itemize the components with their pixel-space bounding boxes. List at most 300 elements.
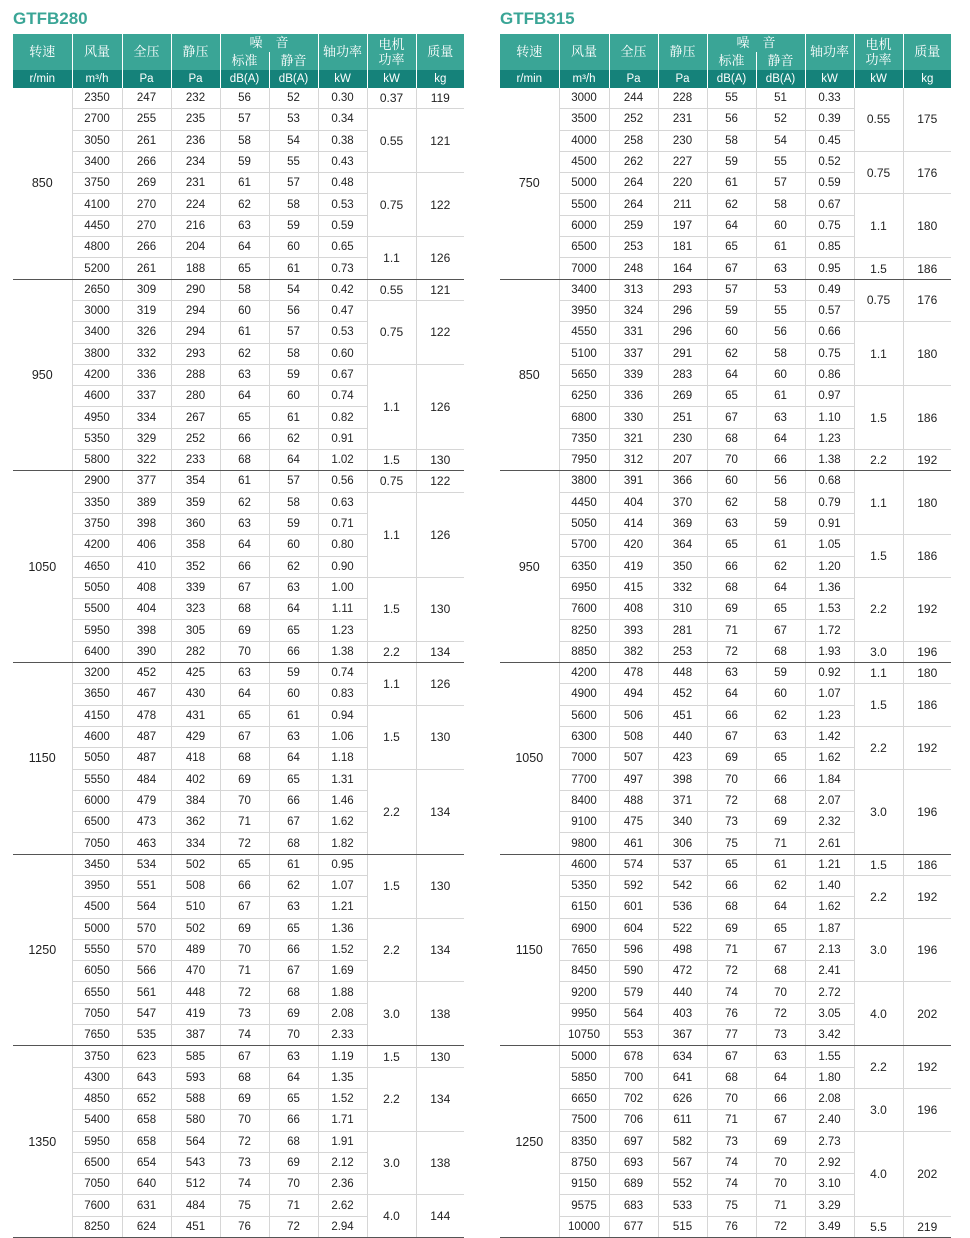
total-pressure-cell: 406 [122, 535, 171, 556]
weight-cell: 176 [903, 279, 951, 322]
shaft-power-cell: 1.42 [805, 726, 854, 747]
flow-cell: 3950 [72, 875, 122, 896]
noise-standard-cell: 68 [220, 450, 269, 471]
flow-cell: 6800 [559, 407, 609, 428]
shaft-power-cell: 2.33 [318, 1025, 367, 1046]
static-pressure-cell: 542 [658, 875, 707, 896]
flow-cell: 3400 [72, 151, 122, 172]
noise-silent-cell: 65 [269, 918, 318, 939]
noise-silent-cell: 66 [269, 790, 318, 811]
flow-cell: 9150 [559, 1174, 609, 1195]
weight-cell: 134 [416, 641, 464, 662]
total-pressure-cell: 261 [122, 130, 171, 151]
shaft-power-cell: 0.80 [318, 535, 367, 556]
shaft-power-cell: 0.95 [805, 258, 854, 279]
static-pressure-cell: 283 [658, 364, 707, 385]
static-pressure-cell: 296 [658, 300, 707, 321]
static-pressure-cell: 359 [171, 492, 220, 513]
shaft-power-cell: 1.40 [805, 875, 854, 896]
static-pressure-cell: 451 [171, 1216, 220, 1237]
total-pressure-cell: 266 [122, 151, 171, 172]
total-pressure-cell: 270 [122, 215, 171, 236]
table-row [500, 471, 951, 492]
total-pressure-cell: 706 [609, 1110, 658, 1131]
total-pressure-cell: 404 [609, 492, 658, 513]
flow-cell: 3400 [72, 322, 122, 343]
static-pressure-cell: 537 [658, 854, 707, 875]
flow-cell: 8450 [559, 961, 609, 982]
motor-power-cell: 1.5 [367, 705, 416, 769]
speed-cell: 850 [500, 279, 559, 471]
noise-standard-cell: 65 [220, 407, 269, 428]
noise-silent-cell: 64 [269, 748, 318, 769]
static-pressure-cell: 370 [658, 492, 707, 513]
static-pressure-cell: 440 [658, 726, 707, 747]
flow-cell: 5200 [72, 258, 122, 279]
total-pressure-cell: 248 [609, 258, 658, 279]
flow-cell: 9200 [559, 982, 609, 1003]
speed-cell: 1050 [500, 663, 559, 855]
shaft-power-cell: 2.94 [318, 1216, 367, 1237]
flow-cell: 5850 [559, 1067, 609, 1088]
table-row [13, 492, 464, 513]
noise-silent-cell: 66 [269, 939, 318, 960]
total-pressure-cell: 702 [609, 1088, 658, 1109]
noise-standard-cell: 67 [220, 577, 269, 598]
total-pressure-cell: 534 [122, 854, 171, 875]
flow-cell: 7000 [559, 258, 609, 279]
noise-standard-cell: 64 [220, 684, 269, 705]
unit-noise-standard: dB(A) [707, 70, 756, 88]
weight-cell: 175 [903, 88, 951, 151]
table-body [500, 88, 951, 1238]
static-pressure-cell: 352 [171, 556, 220, 577]
static-pressure-cell: 440 [658, 982, 707, 1003]
total-pressure-cell: 266 [122, 237, 171, 258]
noise-silent-cell: 69 [756, 1131, 805, 1152]
total-pressure-cell: 252 [609, 109, 658, 130]
header-motor-power-line: 功率 [865, 52, 892, 67]
weight-cell: 202 [903, 982, 951, 1046]
shaft-power-cell: 0.34 [318, 109, 367, 130]
noise-silent-cell: 60 [269, 684, 318, 705]
noise-silent-cell: 65 [756, 748, 805, 769]
total-pressure-cell: 631 [122, 1195, 171, 1216]
noise-standard-cell: 66 [707, 875, 756, 896]
static-pressure-cell: 502 [171, 854, 220, 875]
shaft-power-cell: 0.45 [805, 130, 854, 151]
total-pressure-cell: 643 [122, 1067, 171, 1088]
table-row [13, 279, 464, 300]
flow-cell: 5600 [559, 705, 609, 726]
weight-cell: 219 [903, 1216, 951, 1237]
total-pressure-cell: 566 [122, 961, 171, 982]
shaft-power-cell: 1.69 [318, 961, 367, 982]
shaft-power-cell: 1.88 [318, 982, 367, 1003]
shaft-power-cell: 0.47 [318, 300, 367, 321]
total-pressure-cell: 601 [609, 897, 658, 918]
table-row [500, 577, 951, 598]
total-pressure-cell: 535 [122, 1025, 171, 1046]
unit-static: Pa [171, 70, 220, 88]
total-pressure-cell: 590 [609, 961, 658, 982]
static-pressure-cell: 522 [658, 918, 707, 939]
speed-cell: 1350 [13, 1046, 72, 1238]
flow-cell: 6250 [559, 386, 609, 407]
noise-standard-cell: 70 [220, 641, 269, 662]
table-row [500, 918, 951, 939]
table-row [500, 450, 951, 471]
flow-cell: 5500 [559, 194, 609, 215]
motor-power-cell: 0.37 [367, 88, 416, 109]
noise-standard-cell: 75 [220, 1195, 269, 1216]
shaft-power-cell: 2.08 [318, 1003, 367, 1024]
noise-silent-cell: 63 [269, 726, 318, 747]
static-pressure-cell: 567 [658, 1152, 707, 1173]
weight-cell: 176 [903, 151, 951, 194]
static-pressure-cell: 323 [171, 599, 220, 620]
table-row [500, 194, 951, 215]
noise-silent-cell: 58 [269, 343, 318, 364]
flow-cell: 7650 [559, 939, 609, 960]
panel-title: GTFB280 [13, 9, 88, 28]
noise-silent-cell: 55 [756, 151, 805, 172]
noise-standard-cell: 68 [707, 428, 756, 449]
noise-silent-cell: 68 [269, 833, 318, 854]
unit-speed: r/min [13, 70, 72, 88]
speed-cell: 950 [500, 471, 559, 663]
shaft-power-cell: 1.05 [805, 535, 854, 556]
total-pressure-cell: 419 [609, 556, 658, 577]
table-row [13, 237, 464, 258]
shaft-power-cell: 0.30 [318, 88, 367, 109]
noise-standard-cell: 59 [707, 300, 756, 321]
total-pressure-cell: 487 [122, 748, 171, 769]
total-pressure-cell: 258 [609, 130, 658, 151]
noise-silent-cell: 70 [269, 1174, 318, 1195]
total-pressure-cell: 262 [609, 151, 658, 172]
noise-silent-cell: 70 [756, 982, 805, 1003]
table-row [500, 386, 951, 407]
shaft-power-cell: 1.87 [805, 918, 854, 939]
noise-standard-cell: 69 [707, 599, 756, 620]
noise-silent-cell: 63 [756, 726, 805, 747]
table-row [13, 577, 464, 598]
noise-standard-cell: 76 [707, 1003, 756, 1024]
noise-standard-cell: 65 [220, 705, 269, 726]
total-pressure-cell: 255 [122, 109, 171, 130]
noise-standard-cell: 74 [220, 1174, 269, 1195]
shaft-power-cell: 0.43 [318, 151, 367, 172]
noise-silent-cell: 65 [756, 918, 805, 939]
motor-power-cell: 2.2 [367, 769, 416, 854]
header-noise-standard: 标准 [220, 52, 269, 70]
shaft-power-cell: 0.68 [805, 471, 854, 492]
noise-standard-cell: 61 [220, 322, 269, 343]
flow-cell: 6150 [559, 897, 609, 918]
unit-noise-silent: dB(A) [269, 70, 318, 88]
noise-standard-cell: 68 [220, 748, 269, 769]
noise-silent-cell: 55 [269, 151, 318, 172]
noise-standard-cell: 69 [220, 918, 269, 939]
noise-standard-cell: 69 [707, 918, 756, 939]
shaft-power-cell: 0.79 [805, 492, 854, 513]
static-pressure-cell: 269 [658, 386, 707, 407]
noise-standard-cell: 61 [220, 471, 269, 492]
table-row [13, 364, 464, 385]
noise-silent-cell: 60 [756, 215, 805, 236]
noise-silent-cell: 71 [269, 1195, 318, 1216]
noise-silent-cell: 72 [269, 1216, 318, 1237]
shaft-power-cell: 3.49 [805, 1216, 854, 1237]
shaft-power-cell: 2.41 [805, 961, 854, 982]
shaft-power-cell: 0.94 [318, 705, 367, 726]
table-row [500, 641, 951, 662]
static-pressure-cell: 227 [658, 151, 707, 172]
total-pressure-cell: 324 [609, 300, 658, 321]
shaft-power-cell: 1.19 [318, 1046, 367, 1067]
table-row [13, 982, 464, 1003]
table-row [500, 88, 951, 109]
total-pressure-cell: 398 [122, 620, 171, 641]
total-pressure-cell: 391 [609, 471, 658, 492]
noise-silent-cell: 66 [269, 1110, 318, 1131]
motor-power-cell: 2.2 [367, 641, 416, 662]
flow-cell: 3800 [72, 343, 122, 364]
total-pressure-cell: 264 [609, 173, 658, 194]
flow-cell: 3800 [559, 471, 609, 492]
static-pressure-cell: 181 [658, 237, 707, 258]
total-pressure-cell: 596 [609, 939, 658, 960]
motor-power-cell: 2.2 [854, 1046, 903, 1089]
noise-silent-cell: 61 [756, 535, 805, 556]
static-pressure-cell: 230 [658, 428, 707, 449]
noise-standard-cell: 70 [707, 450, 756, 471]
shaft-power-cell: 1.23 [805, 705, 854, 726]
flow-cell: 3350 [72, 492, 122, 513]
weight-cell: 186 [903, 684, 951, 727]
flow-cell: 3200 [72, 663, 122, 684]
motor-power-cell: 1.5 [854, 684, 903, 727]
shaft-power-cell: 2.73 [805, 1131, 854, 1152]
flow-cell: 6350 [559, 556, 609, 577]
flow-cell: 5000 [559, 1046, 609, 1067]
noise-standard-cell: 63 [220, 215, 269, 236]
noise-silent-cell: 68 [756, 790, 805, 811]
static-pressure-cell: 402 [171, 769, 220, 790]
static-pressure-cell: 418 [171, 748, 220, 769]
flow-cell: 9800 [559, 833, 609, 854]
total-pressure-cell: 547 [122, 1003, 171, 1024]
unit-static: Pa [658, 70, 707, 88]
table-row [13, 1067, 464, 1088]
flow-cell: 3400 [559, 279, 609, 300]
table-row [13, 1195, 464, 1216]
shaft-power-cell: 1.18 [318, 748, 367, 769]
motor-power-cell: 1.5 [367, 577, 416, 641]
noise-standard-cell: 56 [707, 109, 756, 130]
noise-standard-cell: 72 [707, 641, 756, 662]
noise-silent-cell: 61 [269, 705, 318, 726]
flow-cell: 7700 [559, 769, 609, 790]
weight-cell: 180 [903, 194, 951, 258]
header-noise-silent: 静音 [756, 52, 805, 70]
total-pressure-cell: 452 [122, 663, 171, 684]
motor-power-cell: 1.1 [367, 237, 416, 280]
flow-cell: 7050 [72, 1174, 122, 1195]
shaft-power-cell: 0.74 [318, 386, 367, 407]
total-pressure-cell: 478 [609, 663, 658, 684]
speed-cell: 1250 [13, 854, 72, 1046]
motor-power-cell: 1.5 [854, 535, 903, 578]
flow-cell: 7350 [559, 428, 609, 449]
table-row [13, 471, 464, 492]
total-pressure-cell: 604 [609, 918, 658, 939]
header-flow: 风量 [559, 34, 609, 70]
shaft-power-cell: 1.36 [805, 577, 854, 598]
header-shaft-power: 轴功率 [318, 34, 367, 70]
flow-cell: 6900 [559, 918, 609, 939]
flow-cell: 3000 [559, 88, 609, 109]
header-weight: 质量 [903, 34, 951, 70]
total-pressure-cell: 337 [122, 386, 171, 407]
noise-silent-cell: 63 [269, 897, 318, 918]
static-pressure-cell: 470 [171, 961, 220, 982]
static-pressure-cell: 310 [658, 599, 707, 620]
motor-power-cell: 0.75 [367, 173, 416, 237]
weight-cell: 186 [903, 258, 951, 279]
flow-cell: 8750 [559, 1152, 609, 1173]
weight-cell: 130 [416, 705, 464, 769]
total-pressure-cell: 654 [122, 1152, 171, 1173]
table-row [13, 854, 464, 875]
header-noise-silent: 静音 [269, 52, 318, 70]
weight-cell: 180 [903, 663, 951, 684]
static-pressure-cell: 366 [658, 471, 707, 492]
noise-silent-cell: 57 [269, 322, 318, 343]
unit-shaft: kW [318, 70, 367, 88]
noise-silent-cell: 60 [269, 535, 318, 556]
noise-standard-cell: 58 [220, 279, 269, 300]
noise-standard-cell: 71 [707, 939, 756, 960]
total-pressure-cell: 264 [609, 194, 658, 215]
flow-cell: 4500 [559, 151, 609, 172]
noise-silent-cell: 62 [756, 875, 805, 896]
total-pressure-cell: 398 [122, 513, 171, 534]
shaft-power-cell: 1.52 [318, 1088, 367, 1109]
shaft-power-cell: 1.53 [805, 599, 854, 620]
weight-cell: 126 [416, 492, 464, 577]
flow-cell: 10000 [559, 1216, 609, 1237]
header-motor-power-line: 功率 [378, 52, 405, 67]
noise-standard-cell: 71 [220, 812, 269, 833]
noise-silent-cell: 64 [756, 577, 805, 598]
noise-silent-cell: 51 [756, 88, 805, 109]
flow-cell: 6400 [72, 641, 122, 662]
noise-silent-cell: 54 [269, 279, 318, 300]
total-pressure-cell: 332 [122, 343, 171, 364]
table-row [500, 663, 951, 684]
static-pressure-cell: 360 [171, 513, 220, 534]
total-pressure-cell: 414 [609, 513, 658, 534]
flow-cell: 4650 [72, 556, 122, 577]
shaft-power-cell: 0.65 [318, 237, 367, 258]
noise-standard-cell: 70 [707, 1088, 756, 1109]
noise-silent-cell: 62 [756, 556, 805, 577]
flow-cell: 3950 [559, 300, 609, 321]
total-pressure-cell: 478 [122, 705, 171, 726]
static-pressure-cell: 564 [171, 1131, 220, 1152]
noise-silent-cell: 67 [756, 620, 805, 641]
static-pressure-cell: 224 [171, 194, 220, 215]
noise-standard-cell: 76 [707, 1216, 756, 1237]
header-static-pressure: 静压 [171, 34, 220, 70]
header-motor-power-line: 电机 [865, 37, 892, 52]
noise-silent-cell: 60 [269, 386, 318, 407]
total-pressure-cell: 331 [609, 322, 658, 343]
weight-cell: 130 [416, 577, 464, 641]
total-pressure-cell: 261 [122, 258, 171, 279]
motor-power-cell: 1.5 [854, 386, 903, 450]
shaft-power-cell: 1.72 [805, 620, 854, 641]
flow-cell: 7000 [559, 748, 609, 769]
shaft-power-cell: 0.59 [318, 215, 367, 236]
weight-cell: 134 [416, 769, 464, 854]
noise-standard-cell: 64 [220, 237, 269, 258]
noise-silent-cell: 67 [269, 961, 318, 982]
flow-cell: 6950 [559, 577, 609, 598]
total-pressure-cell: 570 [122, 918, 171, 939]
shaft-power-cell: 2.32 [805, 812, 854, 833]
noise-silent-cell: 63 [756, 407, 805, 428]
total-pressure-cell: 564 [122, 897, 171, 918]
noise-silent-cell: 59 [269, 663, 318, 684]
total-pressure-cell: 592 [609, 875, 658, 896]
noise-standard-cell: 74 [707, 1152, 756, 1173]
shaft-power-cell: 1.93 [805, 641, 854, 662]
table-row [500, 151, 951, 172]
unit-weight: kg [903, 70, 951, 88]
table-row [500, 1131, 951, 1152]
shaft-power-cell: 0.57 [805, 300, 854, 321]
shaft-power-cell: 0.67 [805, 194, 854, 215]
noise-silent-cell: 70 [269, 1025, 318, 1046]
noise-silent-cell: 68 [756, 961, 805, 982]
noise-silent-cell: 62 [269, 875, 318, 896]
noise-standard-cell: 62 [220, 343, 269, 364]
noise-silent-cell: 62 [269, 428, 318, 449]
static-pressure-cell: 429 [171, 726, 220, 747]
flow-cell: 5700 [559, 535, 609, 556]
noise-silent-cell: 70 [756, 1152, 805, 1173]
noise-standard-cell: 68 [707, 1067, 756, 1088]
noise-silent-cell: 64 [756, 897, 805, 918]
total-pressure-cell: 467 [122, 684, 171, 705]
weight-cell: 122 [416, 300, 464, 364]
flow-cell: 4000 [559, 130, 609, 151]
flow-cell: 5500 [72, 599, 122, 620]
speed-cell: 850 [13, 88, 72, 279]
static-pressure-cell: 207 [658, 450, 707, 471]
static-pressure-cell: 543 [171, 1152, 220, 1173]
shaft-power-cell: 0.39 [805, 109, 854, 130]
shaft-power-cell: 1.71 [318, 1110, 367, 1131]
flow-cell: 3650 [72, 684, 122, 705]
weight-cell: 192 [903, 577, 951, 641]
noise-silent-cell: 61 [756, 237, 805, 258]
motor-power-cell: 4.0 [854, 982, 903, 1046]
noise-standard-cell: 59 [707, 151, 756, 172]
